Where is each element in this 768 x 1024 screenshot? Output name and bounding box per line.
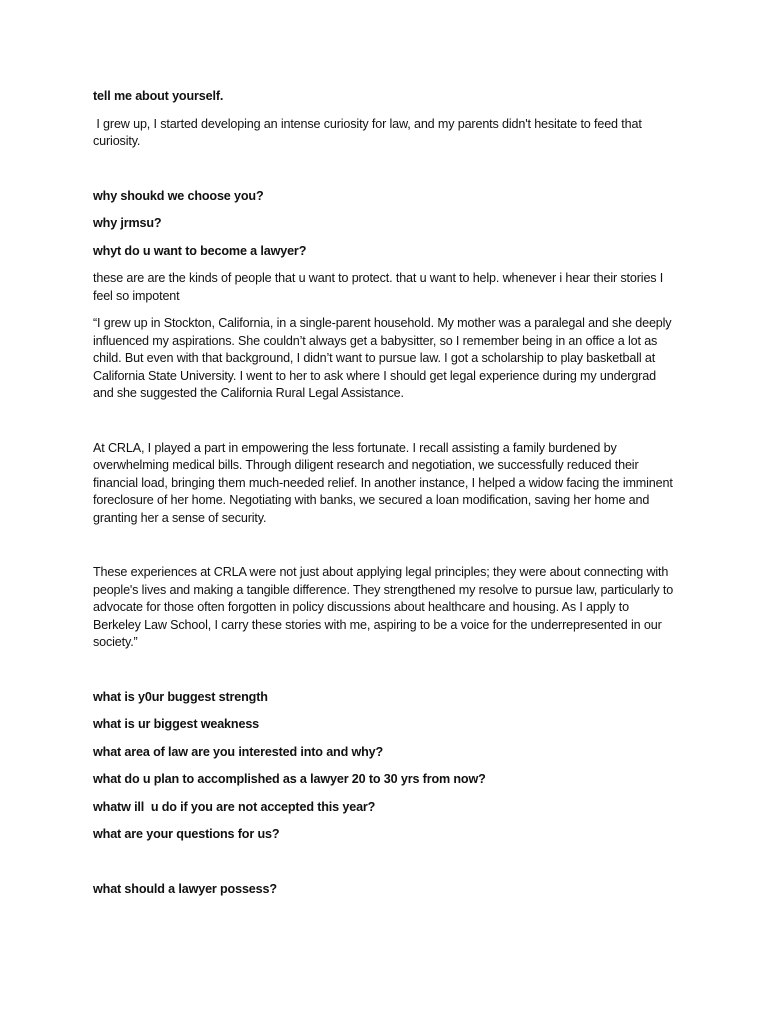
- question-heading: why jrmsu?: [93, 216, 162, 230]
- answer-paragraph: these are are the kinds of people that u want to protect. that u want to help. whenever i hear their stories I feel so impotent: [93, 271, 667, 303]
- question-heading: what is ur biggest weakness: [93, 717, 260, 731]
- question-heading: why shoukd we choose you?: [93, 188, 264, 203]
- question-heading: what area of law are you interested into and why?: [93, 744, 384, 759]
- question-heading: tell me about yourself.: [93, 89, 224, 103]
- question-heading: what should a lawyer possess?: [93, 881, 277, 896]
- question-heading: whatw ill u do if you are not accepted this year?: [93, 799, 376, 814]
- question-heading: what do u plan to accomplished as a lawyer 20 to 30 yrs from now?: [93, 772, 486, 786]
- question-heading: what is y0ur buggest strength: [93, 689, 268, 704]
- document-body: [93, 88, 678, 898]
- answer-paragraph: “I grew up in Stockton, California, in a single-parent household. My mother was a paralegal and she deeply influenced my aspirations. She couldn’t always get a babysitter, so I remember being in an office a lot as child. But even with that background, I didn’t want to pursue law. I got a scholarship to play basketball at California State University. I went to her to ask where I should get legal experience during my undergrad and she suggested the California Rural Legal Assistance.: [93, 316, 675, 400]
- question-heading: whyt do u want to become a lawyer?: [93, 243, 307, 258]
- answer-paragraph: I grew up, I started developing an intense curiosity for law, and my parents didn't hesitate to feed that curiosity.: [93, 116, 646, 148]
- question-heading: what are your questions for us?: [93, 827, 280, 841]
- answer-paragraph: At CRLA, I played a part in empowering the less fortunate. I recall assisting a family burdened by overwhelming medical bills. Through diligent research and negotiation, we successfully reduced their financial load, bringing them much-needed relief. In another instance, I helped a widow facing the imminent foreclosure of her home. Negotiating with banks, we secured a loan modification, saving her home and granting her a sense of security.: [93, 440, 677, 525]
- answer-paragraph: These experiences at CRLA were not just about applying legal principles; they were about connecting with people's lives and making a tangible difference. They strengthened my resolve to pursue law, particularly to advocate for those often forgotten in policy discussions about healthcare and housing. As I apply to Berkeley Law School, I carry these stories with me, aspiring to be a voice for the underrepresented in our society.”: [93, 565, 677, 649]
